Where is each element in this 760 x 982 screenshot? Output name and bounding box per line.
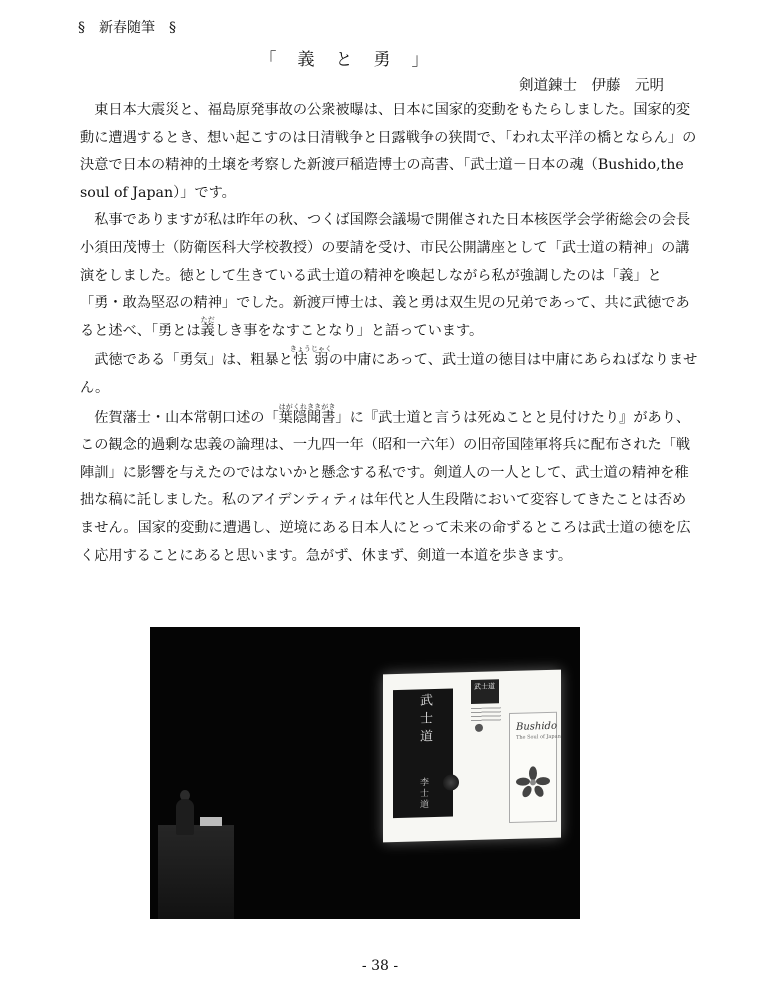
podium [158, 825, 234, 919]
ruby-base: 葉隠聞書 [278, 409, 336, 426]
flower-illustration-icon [515, 763, 551, 802]
paragraph-2 [80, 207, 700, 345]
projection-screen [383, 670, 561, 843]
article-body [80, 97, 700, 570]
ruby-reading: ただ [200, 315, 215, 324]
book-cover [393, 688, 453, 818]
lecture-photo [150, 627, 580, 919]
ruby-base: 義 [200, 322, 215, 339]
ruby-reading: はがくれききがき [278, 402, 336, 411]
paragraph-4-pre: 佐賀藩士・山本常朝口述の「 [94, 409, 279, 426]
emblem-icon [443, 774, 459, 790]
english-book-cover [509, 712, 561, 823]
paragraph-3 [80, 345, 700, 402]
book-cover-title: 武士道 [417, 693, 432, 748]
author-byline: 剣道錬士 伊藤 元明 [519, 78, 664, 94]
paragraph-4 [80, 403, 700, 571]
mini-book-title: 武士道 [474, 682, 495, 691]
paragraph-3-tail: の中庸にあって、武士道の徳目は中庸にあらねばなりません。 [80, 352, 698, 396]
laptop-icon [200, 817, 222, 826]
english-book-title: Bushido [516, 720, 557, 733]
paragraph-2-main: 私事でありますが私は昨年の秋、つくば国際会議場で開催された日本核医学会学術総会の会長小須田茂博士（防衛医科大学校教授）の要請を受け、市民公開講座として「武士道の精神」の講演をしました。徳として生きている武士道の精神を喚起しながら私が強調したのは「義」と「勇・敢為堅忍の精神」でした。新渡戸博士は、義と勇は双生児の兄弟であって、共に武徳であると述べ、「勇とは [80, 212, 691, 339]
ruby-tadashiki [200, 315, 215, 339]
article-title: 「 義 と 勇 」 [259, 50, 431, 70]
ruby-base: 怯弱 [289, 352, 332, 369]
ruby-hagakure [278, 402, 336, 426]
section-label: § 新春随筆 § [78, 20, 176, 36]
ruby-reading: きょうじゃく [289, 345, 332, 354]
paragraph-1: 東日本大震災と、福島原発事故の公衆被曝は、日本に国家的変動をもたらしました。国家的変動に遭遇するとき、想い起こすのは日清戦争と日露戦争の狭間で、「われ太平洋の橋とならん」の決意で日本の精神的土壌を考察した新渡戸稲造博士の高書、「武士道－日本の魂（Bushido,the soul of Japan）」です。 [80, 102, 697, 201]
book-cover-author: 李士道 [418, 777, 428, 811]
paragraph-4-tail: 」に『武士道と言うは死ぬことと見付けたり』があり、この観念的過剰な忠義の論理は、一九四一年（昭和一六年）の旧帝国陸軍将兵に配布された「戦陣訓」に影響を与えたのではないかと懸念する私です。剣道人の一人として、武士道の精神を稚拙な稿に託しました。私のアイデンティティは年代と人生段階において変容してきたことは否めません。国家的変動に遭遇し、逆境にある日本人にとって未来の命ずるところは武士道の徳を広く応用することにあると思います。急がず、休まず、剣道一本道を歩きます。 [80, 409, 691, 564]
ruby-kyoujaku [289, 345, 332, 369]
page-number: - 38 - [361, 958, 399, 974]
paragraph-3-pre: 武徳である「勇気」は、粗暴と [94, 352, 293, 369]
paragraph-2-tail: しき事をなすことなり」と語っています。 [214, 322, 484, 339]
english-book-subtitle: The Soul of Japan [516, 733, 561, 741]
speaker-figure [176, 799, 194, 835]
mini-portrait-icon [475, 724, 483, 732]
mini-text-lines [471, 707, 501, 722]
mini-book-cover [471, 679, 499, 704]
